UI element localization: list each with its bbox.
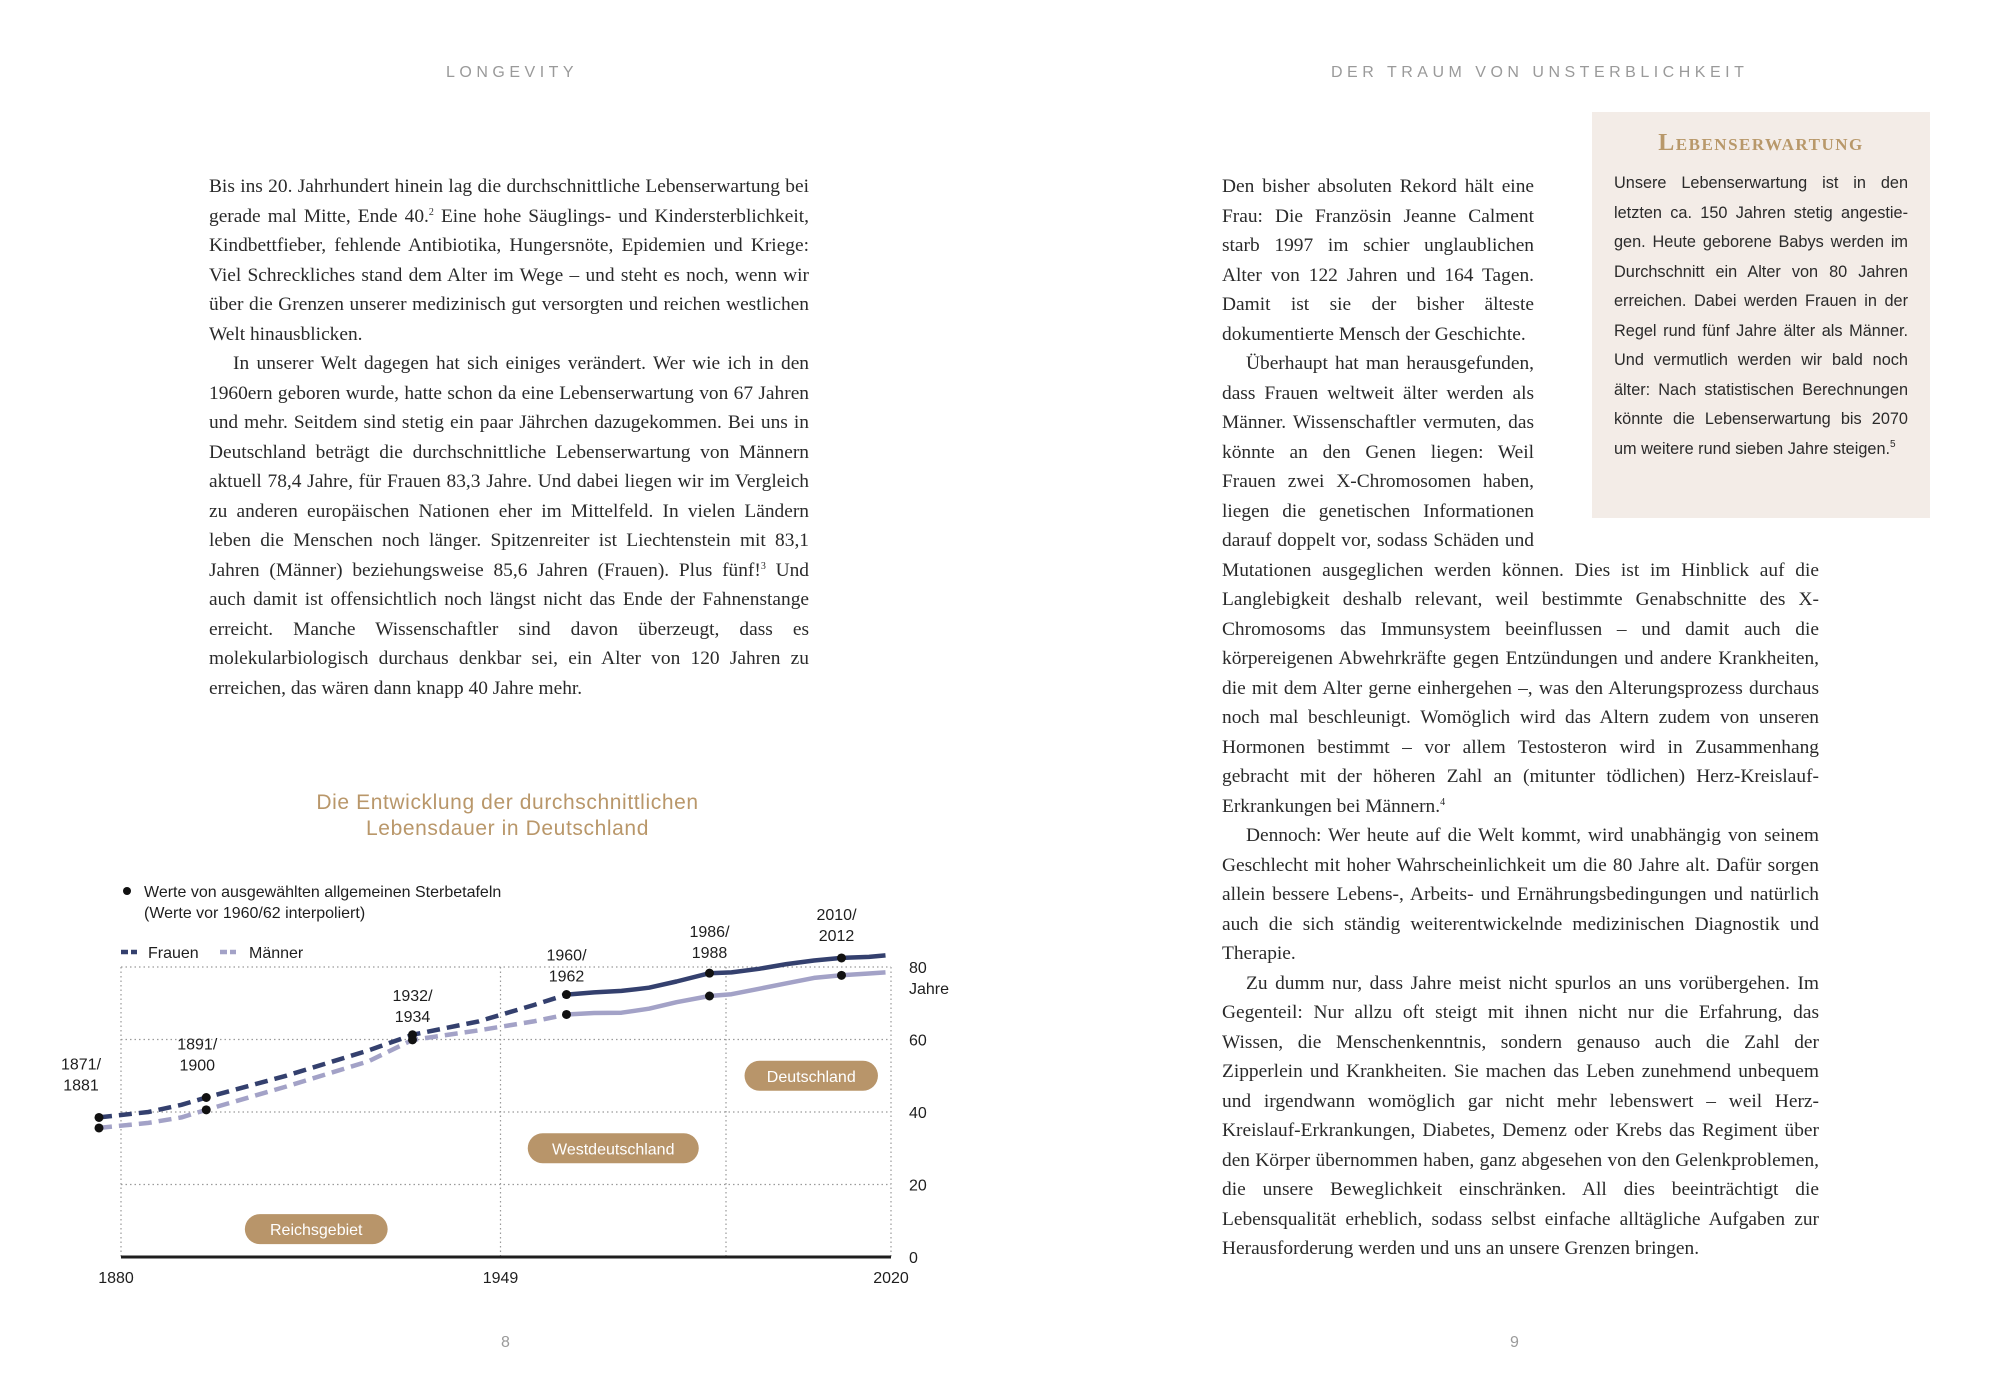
marker-label: 1934 xyxy=(394,1008,431,1026)
marker-label: 1891/ xyxy=(177,1036,218,1054)
x-tick-label: 2020 xyxy=(873,1270,909,1287)
paragraph xyxy=(209,349,809,703)
marker-label: 1881 xyxy=(63,1077,99,1095)
marker-frauen xyxy=(202,1093,211,1102)
marker-label: 2010/ xyxy=(816,906,857,924)
page-number-right: 9 xyxy=(1510,1334,1519,1351)
chart-title-line: Lebensdauer in Deutschland xyxy=(366,817,649,840)
marker-label: 1871/ xyxy=(60,1056,102,1074)
legend-label: Männer xyxy=(249,945,304,962)
marker-maenner xyxy=(95,1123,104,1132)
sidebar-footnote-marker: 5 xyxy=(1890,438,1896,450)
footnote-marker: 2 xyxy=(428,206,434,218)
paragraph-text: Bis ins 20. Jahrhundert hinein lag die durchschnittliche Lebenserwartung bei gerade mal Mitte, Ende 40. xyxy=(209,176,809,227)
marker-maenner xyxy=(202,1105,211,1114)
footnote-marker: 3 xyxy=(760,560,766,572)
marker-label: 1988 xyxy=(691,945,728,963)
marker-frauen xyxy=(95,1113,104,1122)
chart-note: Werte von ausgewählten allgemeinen Sterbetafeln xyxy=(144,884,502,901)
paragraph xyxy=(1222,969,1819,1264)
y-tick-label: 20 xyxy=(909,1177,927,1195)
chart-title xyxy=(200,790,815,842)
paragraph-text: Und auch damit ist offensichtlich noch längst nicht das Ende der Fahnenstange erreicht. Manche Wissenschaftler sind davon überzeugt, dass es molekularbiologisch durchaus denkbar sei, ein Alter von 120 Jahren zu erreichen, das wären dann knapp 40 Jahre mehr. xyxy=(209,559,809,699)
sidebar-box xyxy=(1592,112,1930,518)
marker-maenner xyxy=(562,1010,571,1019)
paragraph-text: Überhaupt hat man herausgefunden, dass Frauen weltweit älter werden als Männer. Wissenschaftler vermuten, das könnte an den Genen liegen: Weil Frauen zwei X-Chromosomen haben, liegen die genetischen Informationen darauf doppelt vor, sodass Schäden und Mutationen ausgeglichen werden können. Dies ist im Hinblick auf die Langlebigkeit deshalb relevant, weil bestimmte Genabschnitte des X-Chromosoms das Immunsystem beeinflussen – und damit auch die körpereigenen Abwehrkräfte gegen Entzündungen und andere Krankheiten, die mit dem Alter gerne einhergehen –, was den Alterungsprozess durchaus noch mal beschleunigt. Womöglich wird das Altern zudem von unseren Hormonen bestimmt – vor allem Testosteron wird in Zusammenhang gebracht mit der höheren Zahl an (mitunter tödlichen) Herz-Kreislauf-Erkrankungen bei Männern. xyxy=(1222,353,1819,817)
running-head-left: LONGEVITY xyxy=(446,64,579,81)
footnote-marker: 4 xyxy=(1440,796,1446,808)
y-tick-label: 40 xyxy=(909,1105,927,1122)
paragraph-text: Eine hohe Säuglings- und Kindersterblichkeit, Kindbettfieber, fehlende Antibiotika, Hungersnöte, Epidemien und Kriege: Viel Schreckliches stand dem Alter im Wege – und steht es noch, wenn wir über die Grenzen unserer medizinisch gut versorgten und reichen westlichen Welt hinausblicken. xyxy=(209,205,809,345)
marker-label: 1932/ xyxy=(392,987,433,1005)
marker-frauen xyxy=(562,990,571,999)
marker-label: 2012 xyxy=(818,927,855,945)
marker-maenner xyxy=(705,992,714,1001)
region-label: Reichsgebiet xyxy=(270,1222,363,1240)
paragraph-text: In unserer Welt dagegen hat sich einiges verändert. Wer wie ich in den 1960ern geboren wurde, hatte schon da eine Lebenserwartung von 67 Jahren und mehr. Seitdem sind stetig ein paar Jährchen dazugekommen. Bei uns in Deutschland beträgt die durchschnittliche Lebenserwartung von Männern aktuell 78,4 Jahre, für Frauen 83,3 Jahre. Und dabei liegen wir im Vergleich zu anderen europäischen Nationen eher im Mittelfeld. In vielen Ländern leben die Menschen noch länger. Spitzenreiter ist Liechtenstein mit 83,1 Jahren (Männer) beziehungsweise 85,6 Jahren (Frauen). Plus fünf! xyxy=(209,353,809,581)
paragraph-text: Zu dumm nur, dass Jahre meist nicht spurlos an uns vorübergehen. Im Gegenteil: Nur allzu oft steigt mit ihnen nicht nur die Erfahrung, das Wissen, die Menschenkenntnis, sondern genauso auch die Zahl der Zipperlein und Krankheiten. Sie machen das Leben zunehmend unbequem und irgendwann womöglich gar nicht mehr lebenswert – weil Herz-Kreislauf-Erkrankungen, Diabetes, Demenz oder Krebs das Regiment über den Körper übernommen haben, ganz abgesehen von den Gelenkproblemen, die unsere Beweglichkeit einschränken. All dies beeinträchtigt die Lebensqualität erheblich, sodass selbst einfache alltägliche Aufgaben zur Herausforderung werden und uns an unsere Grenzen bringen. xyxy=(1222,972,1819,1259)
paragraph-text: Dennoch: Wer heute auf die Welt kommt, wird unabhängig von seinem Geschlecht mit hoher Wahrscheinlichkeit um die 80 Jahre alt. Dafür sorgen allein bessere Lebens-, Arbeits- und Ernährungsbedingungen und natürlich auch die sich ständig weiterentwickelnde medizinischen Diagnostik und Therapie. xyxy=(1222,825,1819,964)
marker-maenner xyxy=(837,971,846,980)
legend-label: Frauen xyxy=(148,945,199,962)
note-bullet xyxy=(123,887,131,895)
y-axis-unit: Jahre xyxy=(909,981,950,998)
running-head-right: DER TRAUM VON UNSTERBLICHKEIT xyxy=(1331,64,1749,81)
chart-note: (Werte vor 1960/62 interpoliert) xyxy=(144,905,366,922)
series-line-frauen-interpolated xyxy=(99,995,567,1118)
marker-label: 1962 xyxy=(548,968,585,986)
x-tick-label: 1880 xyxy=(98,1270,134,1287)
paragraph-text: Den bisher absoluten Rekord hält eine Frau: Die Französin Jeanne Calment starb 1997 im schier unglaublichen Alter von 122 Jahren und 164 Tagen. Damit ist sie der bisher älteste dokumentierte Mensch der Geschichte. xyxy=(1222,176,1534,345)
sidebar-text-body: Unsere Lebenserwartung ist in den letzten ca. 150 Jahren stetig angestiegen. Heute geborene Babys werden im Durchschnitt ein Alter von 80 Jahren erreichen. Dabei werden Frauen in der Regel rund fünf Jahre älter als Männer. Und vermutlich werden wir bald noch älter: Nach statistischen Berechnungen könnte die Lebenserwartung bis 2070 um weitere rund sieben Jahre steigen. xyxy=(1614,174,1908,458)
marker-maenner xyxy=(408,1035,417,1044)
series-line-maenner-interpolated xyxy=(99,1015,567,1128)
marker-frauen xyxy=(837,953,846,962)
marker-frauen xyxy=(705,969,714,978)
y-tick-label: 60 xyxy=(909,1032,927,1050)
marker-label: 1960/ xyxy=(546,947,587,965)
x-tick-label: 1949 xyxy=(482,1270,519,1287)
marker-label: 1986/ xyxy=(689,924,730,942)
paragraph xyxy=(1222,821,1819,969)
region-label: Deutschland xyxy=(766,1068,856,1086)
sidebar-text xyxy=(1614,169,1908,464)
region-label: Westdeutschland xyxy=(552,1141,675,1159)
sidebar-title: Lebenserwartung xyxy=(1658,130,1864,156)
chart-title-line: Die Entwicklung der durchschnittlichen xyxy=(316,791,699,814)
paragraph xyxy=(209,172,809,349)
page-number-left: 8 xyxy=(501,1334,510,1351)
marker-label: 1900 xyxy=(179,1057,216,1075)
y-tick-label: 80 xyxy=(909,960,927,977)
y-tick-label: 0 xyxy=(909,1250,918,1267)
left-body-text xyxy=(209,172,809,703)
life-expectancy-chart xyxy=(0,860,1000,1300)
